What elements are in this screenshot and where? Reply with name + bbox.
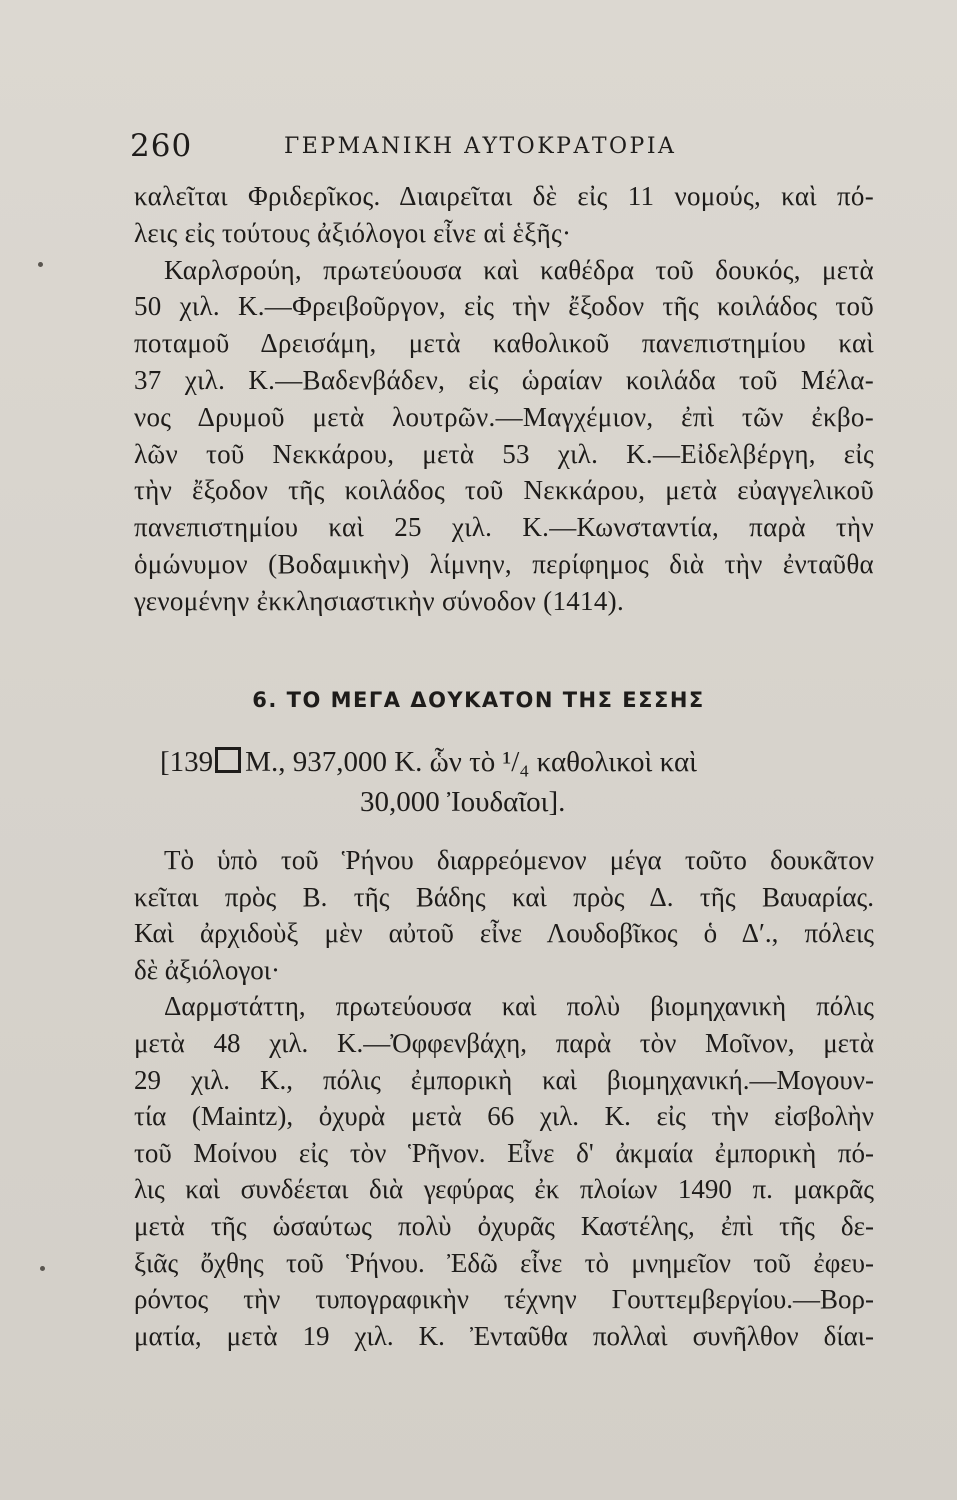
statistics-block — [160, 742, 880, 822]
text-line: λῶν τοῦ Νεκκάρου, μετὰ 53 χιλ. Κ.—Εἰδελβέργη, εἰς — [134, 438, 874, 469]
text-line: λεις εἰς τούτους ἀξιόλογοι εἶνε αἱ ἑξῆς· — [134, 217, 572, 248]
text-line: τοῦ Μοίνου εἰς τὸν Ῥῆνον. Εἶνε δ' ἀκμαία ἐμπορικὴ πό- — [134, 1137, 874, 1168]
population-text: Μ., 937,000 Κ. ὧν τὸ ¹/₄ καθολικοὶ καὶ — [245, 746, 697, 778]
text-line: λις καὶ συνδέεται διὰ γεφύρας ἐκ πλοίων 1490 π. μακρᾶς — [134, 1174, 874, 1205]
text-line: 50 χιλ. Κ.—Φρειβοῦργον, εἰς τὴν ἔξοδον τῆς κοιλάδος τοῦ — [134, 291, 874, 322]
text-line: 29 χιλ. Κ., πόλις ἐμπορικὴ καὶ βιομηχανική.—Μογουν- — [134, 1064, 874, 1095]
text-line: ξιᾶς ὄχθης τοῦ Ῥήνου. Ἐδῶ εἶνε τὸ μνημεῖον τοῦ ἐφευ- — [134, 1247, 874, 1278]
text-line: 37 χιλ. Κ.—Βαδενβάδεν, εἰς ὡραίαν κοιλάδα τοῦ Μέλα- — [134, 364, 874, 395]
paragraph-2 — [134, 842, 874, 1354]
text-line: Τὸ ὑπὸ τοῦ Ῥήνου διαρρεόμενον μέγα τοῦτο δουκᾶτον — [164, 845, 874, 875]
text-line: δὲ ἀξιόλογοι· — [134, 954, 281, 985]
text-line: ματία, μετὰ 19 χιλ. Κ. Ἐνταῦθα πολλαὶ συνῆλθον δίαι- — [134, 1320, 874, 1351]
paper-speck — [38, 262, 43, 267]
text-line: ρόντος τὴν τυπογραφικὴν τέχνην Γουττεμβεργίου.—Βορ- — [134, 1284, 874, 1315]
stats-line-2: 30,000 Ἰουδαῖοι]. — [360, 786, 566, 818]
text-line: τία (Maintz), ὀχυρὰ μετὰ 66 χιλ. Κ. εἰς τὴν εἰσβολὴν — [134, 1101, 874, 1132]
paragraph-1 — [134, 178, 874, 620]
text-line: μετὰ τῆς ὡσαύτως πολὺ ὀχυρᾶς Καστέλης, ἐπὶ τῆς δε- — [134, 1210, 874, 1241]
text-line: καλεῖται Φριδερῖκος. Διαιρεῖται δὲ εἰς 11 νομούς, καὶ πό- — [134, 181, 874, 211]
text-line: μετὰ 48 χιλ. Κ.—Ὀφφενβάχη, παρὰ τὸν Μοῖνον, μετὰ — [134, 1027, 874, 1058]
text-line: τὴν ἔξοδον τῆς κοιλάδος τοῦ Νεκκάρου, μετὰ εὐαγγελικοῦ — [134, 475, 874, 506]
text-line: πανεπιστημίου καὶ 25 χιλ. Κ.—Κωνσταντία, παρὰ τὴν — [134, 512, 874, 543]
paper-speck — [40, 1266, 45, 1271]
square-icon — [215, 747, 241, 773]
area-value: [139 — [160, 746, 214, 778]
text-line: γενομένην ἐκκλησιαστικὴν σύνοδον (1414). — [134, 585, 624, 616]
text-line: ὁμώνυμον (Βοδαμικὴν) λίμνην, περίφημος διὰ τὴν ἐνταῦθα — [134, 548, 874, 579]
section-title: 6. ΤΟ ΜΕΓΑ ΔΟΥΚΑΤΟΝ ΤΗΣ ΕΣΣΗΣ — [252, 688, 705, 712]
text-line: Καὶ ἀρχιδοὺξ μὲν αὐτοῦ εἶνε Λουδοβῖκος ὁ Δʹ., πόλεις — [134, 918, 874, 949]
text-line: Καρλσρούη, πρωτεύουσα καὶ καθέδρα τοῦ δουκός, μετὰ — [164, 254, 874, 285]
stats-line-1 — [160, 742, 880, 782]
running-head: ΓΕΡΜΑΝΙΚΗ ΑΥΤΟΚΡΑΤΟΡΙΑ — [284, 134, 677, 159]
text-line: ποταμοῦ Δρεισάμη, μετὰ καθολικοῦ πανεπιστημίου καὶ — [134, 328, 874, 359]
text-line: Δαρμστάττη, πρωτεύουσα καὶ πολὺ βιομηχανικὴ πόλις — [164, 991, 874, 1022]
page-header — [130, 128, 870, 168]
page-number: 260 — [130, 128, 193, 164]
text-line: κεῖται πρὸς Β. τῆς Βάδης καὶ πρὸς Δ. τῆς Βαυαρίας. — [134, 881, 874, 912]
text-line: νος Δρυμοῦ μετὰ λουτρῶν.—Μαγχέμιον, ἐπὶ τῶν ἐκβο- — [134, 401, 874, 432]
